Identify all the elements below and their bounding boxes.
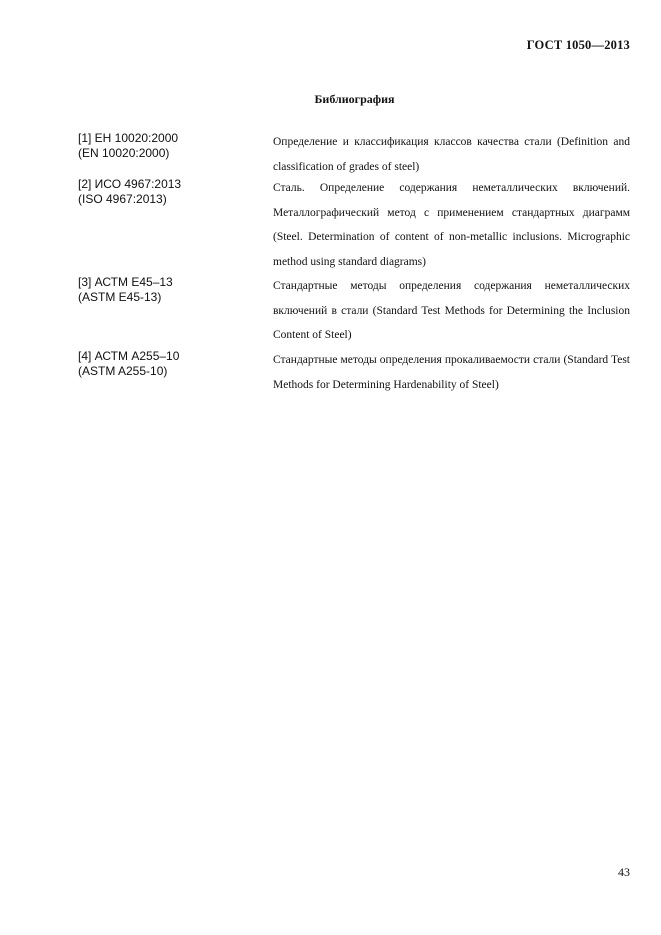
- reference-title: Определение и классификация классов качества стали (Definition and classification of grades of steel): [273, 136, 630, 173]
- page-number: 43: [618, 865, 630, 879]
- reference-designation: [3] АСТМ Е45–13: [78, 275, 173, 289]
- section-title: Библиография: [314, 92, 395, 106]
- standard-code: ГОСТ 1050—2013: [526, 38, 630, 52]
- bibliography-reference: [78, 176, 273, 274]
- reference-original-designation: (ISO 4967:2013): [78, 192, 167, 206]
- bibliography-entry: [78, 274, 630, 348]
- reference-title: Стандартные методы определения содержания неметаллических включений в стали (Standard Test Methods for Determining the Inclusion Content of Steel): [273, 280, 630, 341]
- reference-original-designation: (ASTM A255-10): [78, 364, 168, 378]
- bibliography-entry: [78, 176, 630, 274]
- bibliography-reference: [78, 130, 273, 176]
- reference-designation: [1] ЕН 10020:2000: [78, 131, 179, 145]
- reference-original-designation: (EN 10020:2000): [78, 146, 170, 160]
- reference-designation: [4] АСТМ А255–10: [78, 349, 180, 363]
- reference-title: Стандартные методы определения прокаливаемости стали (Standard Test Methods for Determining Hardenability of Steel): [273, 354, 630, 391]
- reference-designation: [2] ИСО 4967:2013: [78, 177, 182, 191]
- reference-original-designation: (ASTM E45-13): [78, 290, 162, 304]
- bibliography-entry: [78, 348, 630, 398]
- bibliography-list: [78, 130, 630, 398]
- bibliography-reference: [78, 274, 273, 348]
- bibliography-reference: [78, 348, 273, 398]
- reference-title: Сталь. Определение содержания неметаллических включений. Металлографический метод с применением стандартных диаграмм (Steel. Determination of content of non-metallic inclusions. Micrographic method using standard diagrams): [273, 182, 630, 268]
- bibliography-entry: [78, 130, 630, 176]
